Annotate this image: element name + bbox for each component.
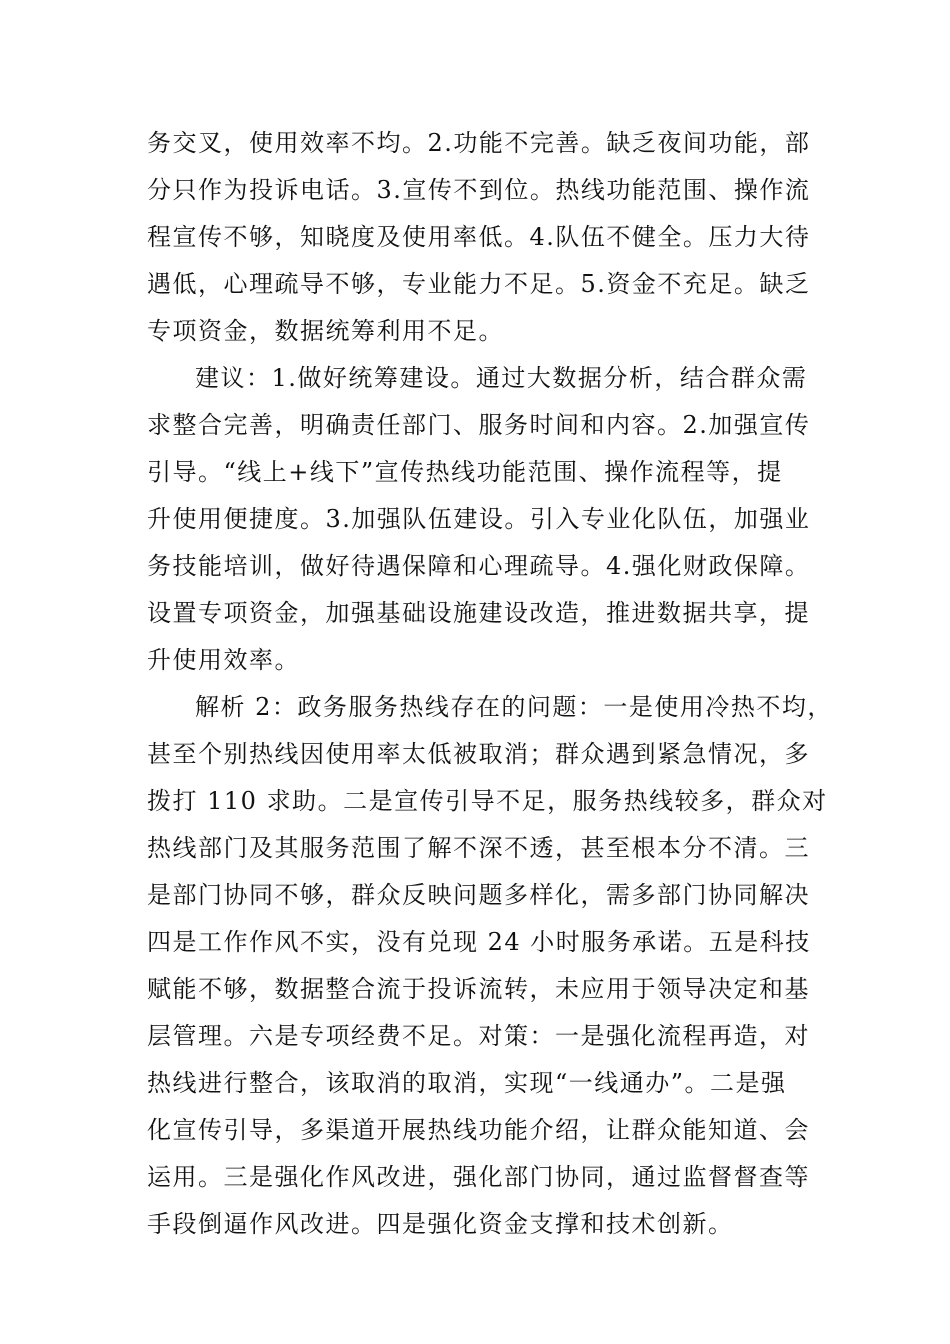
text-line: 程宣传不够，知晓度及使用率低。4.队伍不健全。压力大待: [147, 223, 811, 251]
text-line: 务交叉，使用效率不均。2.功能不完善。缺乏夜间功能，部: [147, 129, 811, 157]
text-line: 专项资金，数据统筹利用不足。: [147, 317, 504, 345]
text-line: 热线部门及其服务范围了解不深不透，甚至根本分不清。三: [147, 834, 810, 862]
text-line: 务技能培训，做好待遇保障和心理疏导。4.强化财政保障。: [147, 552, 811, 580]
text-line: 热线进行整合，该取消的取消，实现“一线通办”。二是强: [147, 1069, 787, 1097]
text-line: 遇低，心理疏导不够，专业能力不足。5.资金不充足。缺乏: [147, 270, 811, 298]
paragraph-start-line: 建议：1.做好统筹建设。通过大数据分析，结合群众需: [195, 364, 808, 392]
text-line: 四是工作作风不实，没有兑现 24 小时服务承诺。五是科技: [147, 928, 811, 956]
text-line: 甚至个别热线因使用率太低被取消；群众遇到紧急情况，多: [147, 740, 810, 768]
text-line: 赋能不够，数据整合流于投诉流转，未应用于领导决定和基: [147, 975, 810, 1003]
text-line: 运用。三是强化作风改进，强化部门协同，通过监督督查等: [147, 1163, 810, 1191]
paragraph-start-line: 解析 2：政务服务热线存在的问题：一是使用冷热不均，: [195, 693, 833, 721]
text-line: 拨打 110 求助。二是宣传引导不足，服务热线较多，群众对: [147, 787, 828, 815]
text-line: 升使用便捷度。3.加强队伍建设。引入专业化队伍，加强业: [147, 505, 811, 533]
text-line: 层管理。六是专项经费不足。对策：一是强化流程再造，对: [147, 1022, 810, 1050]
text-line: 是部门协同不够，群众反映问题多样化，需多部门协同解决: [147, 881, 810, 909]
document-body: [147, 120, 833, 1248]
text-line: 手段倒逼作风改进。四是强化资金支撑和技术创新。: [147, 1210, 734, 1238]
text-line: 化宣传引导，多渠道开展热线功能介绍，让群众能知道、会: [147, 1116, 810, 1144]
text-line: 求整合完善，明确责任部门、服务时间和内容。2.加强宣传: [147, 411, 811, 439]
text-line: 设置专项资金，加强基础设施建设改造，推进数据共享，提: [147, 599, 810, 627]
text-line: 升使用效率。: [147, 646, 300, 674]
text-line: 分只作为投诉电话。3.宣传不到位。热线功能范围、操作流: [147, 176, 811, 204]
text-line: 引导。“线上+线下”宣传热线功能范围、操作流程等，提: [147, 458, 783, 486]
